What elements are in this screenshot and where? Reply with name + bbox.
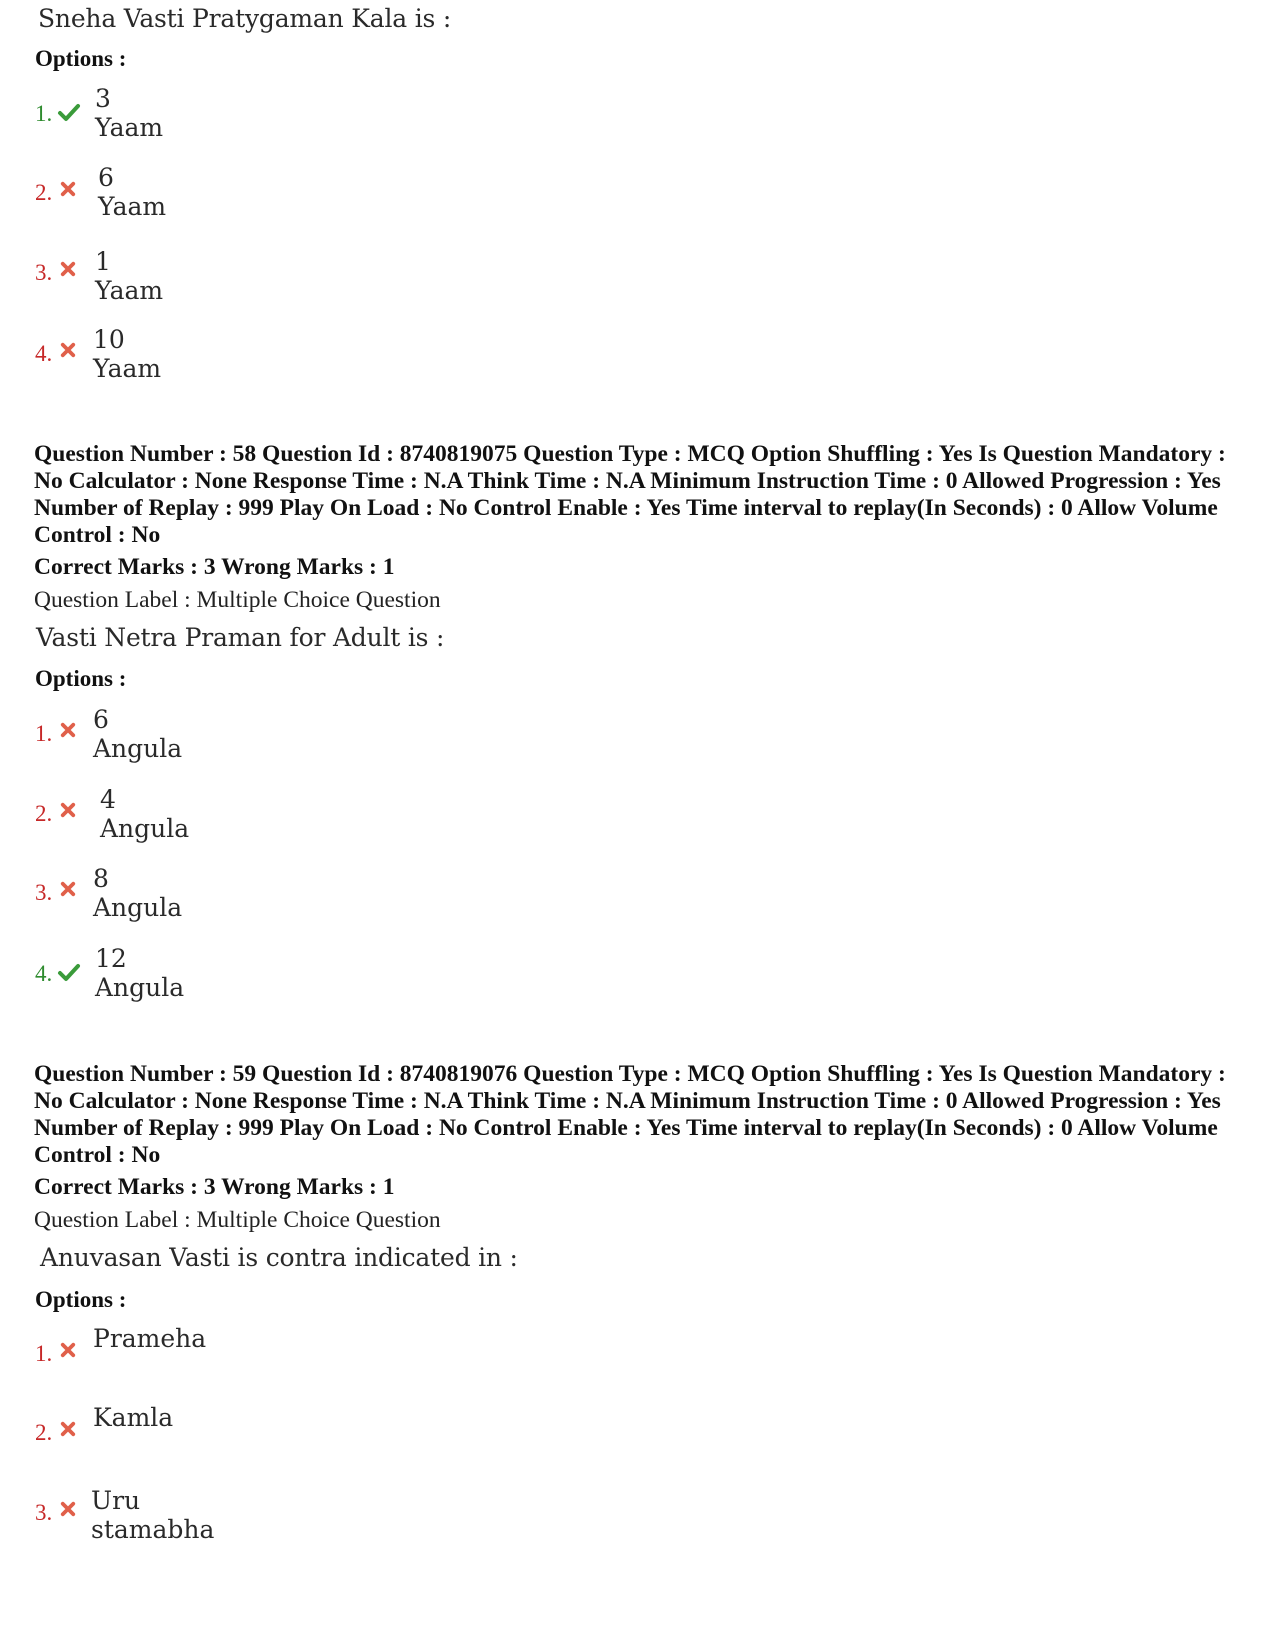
marks-info: Correct Marks : 3 Wrong Marks : 1	[34, 554, 395, 580]
cross-icon	[59, 1420, 77, 1438]
cross-icon	[59, 801, 77, 819]
option-number: 1.	[35, 721, 53, 746]
option-number: 1.	[35, 1341, 53, 1366]
marks-info: Correct Marks : 3 Wrong Marks : 1	[34, 1174, 395, 1200]
option-number: 4.	[35, 341, 53, 366]
option-number: 1.	[35, 101, 53, 126]
question-label: Question Label : Multiple Choice Question	[34, 1207, 441, 1233]
option-text: 10 Yaam	[93, 325, 162, 383]
cross-icon	[59, 1341, 77, 1359]
check-icon	[57, 960, 81, 984]
option-text: 6 Angula	[93, 705, 183, 763]
option-text: Prameha	[93, 1324, 207, 1353]
question-meta: Question Number : 59 Question Id : 8740819076 Question Type : MCQ Option Shuffling : Yes Is Question Mandatory : No Calculator : None Response Time : N.A Think Time : N.A Minimum Instruction Time : 0 Allowed Progression : Yes Number of Replay : 999 Play On Load : No Control Enable : Yes Time interval to replay(In Seconds) : 0 Allow Volume Control : No	[34, 1061, 1226, 1168]
cross-icon	[59, 880, 77, 898]
cross-icon	[59, 721, 77, 739]
cross-icon	[59, 260, 77, 278]
cross-icon	[59, 1500, 77, 1518]
question-stem: Vasti Netra Praman for Adult is :	[36, 623, 445, 652]
option-number: 2.	[35, 180, 53, 205]
option-text: 1 Yaam	[95, 247, 164, 305]
question-stem: Sneha Vasti Pratygaman Kala is :	[38, 4, 452, 33]
question-label: Question Label : Multiple Choice Question	[34, 587, 441, 613]
option-number: 2.	[35, 801, 53, 826]
option-number: 3.	[35, 880, 53, 905]
options-label: Options :	[35, 666, 127, 691]
option-text: Kamla	[93, 1403, 174, 1432]
question-meta: Question Number : 58 Question Id : 8740819075 Question Type : MCQ Option Shuffling : Yes Is Question Mandatory : No Calculator : None Response Time : N.A Think Time : N.A Minimum Instruction Time : 0 Allowed Progression : Yes Number of Replay : 999 Play On Load : No Control Enable : Yes Time interval to replay(In Seconds) : 0 Allow Volume Control : No	[34, 441, 1226, 548]
option-text: 6 Yaam	[98, 163, 167, 221]
option-number: 2.	[35, 1420, 53, 1445]
cross-icon	[59, 180, 77, 198]
option-number: 4.	[35, 961, 53, 986]
question-stem: Anuvasan Vasti is contra indicated in :	[40, 1243, 518, 1272]
option-number: 3.	[35, 260, 53, 285]
check-icon	[57, 100, 81, 124]
option-text: Uru stamabha	[91, 1486, 215, 1544]
option-text: 8 Angula	[93, 864, 183, 922]
option-text: 4 Angula	[100, 785, 190, 843]
option-number: 3.	[35, 1500, 53, 1525]
option-text: 3 Yaam	[95, 84, 164, 142]
cross-icon	[59, 341, 77, 359]
options-label: Options :	[35, 1287, 127, 1312]
options-label: Options :	[35, 46, 127, 71]
option-text: 12 Angula	[95, 944, 185, 1002]
